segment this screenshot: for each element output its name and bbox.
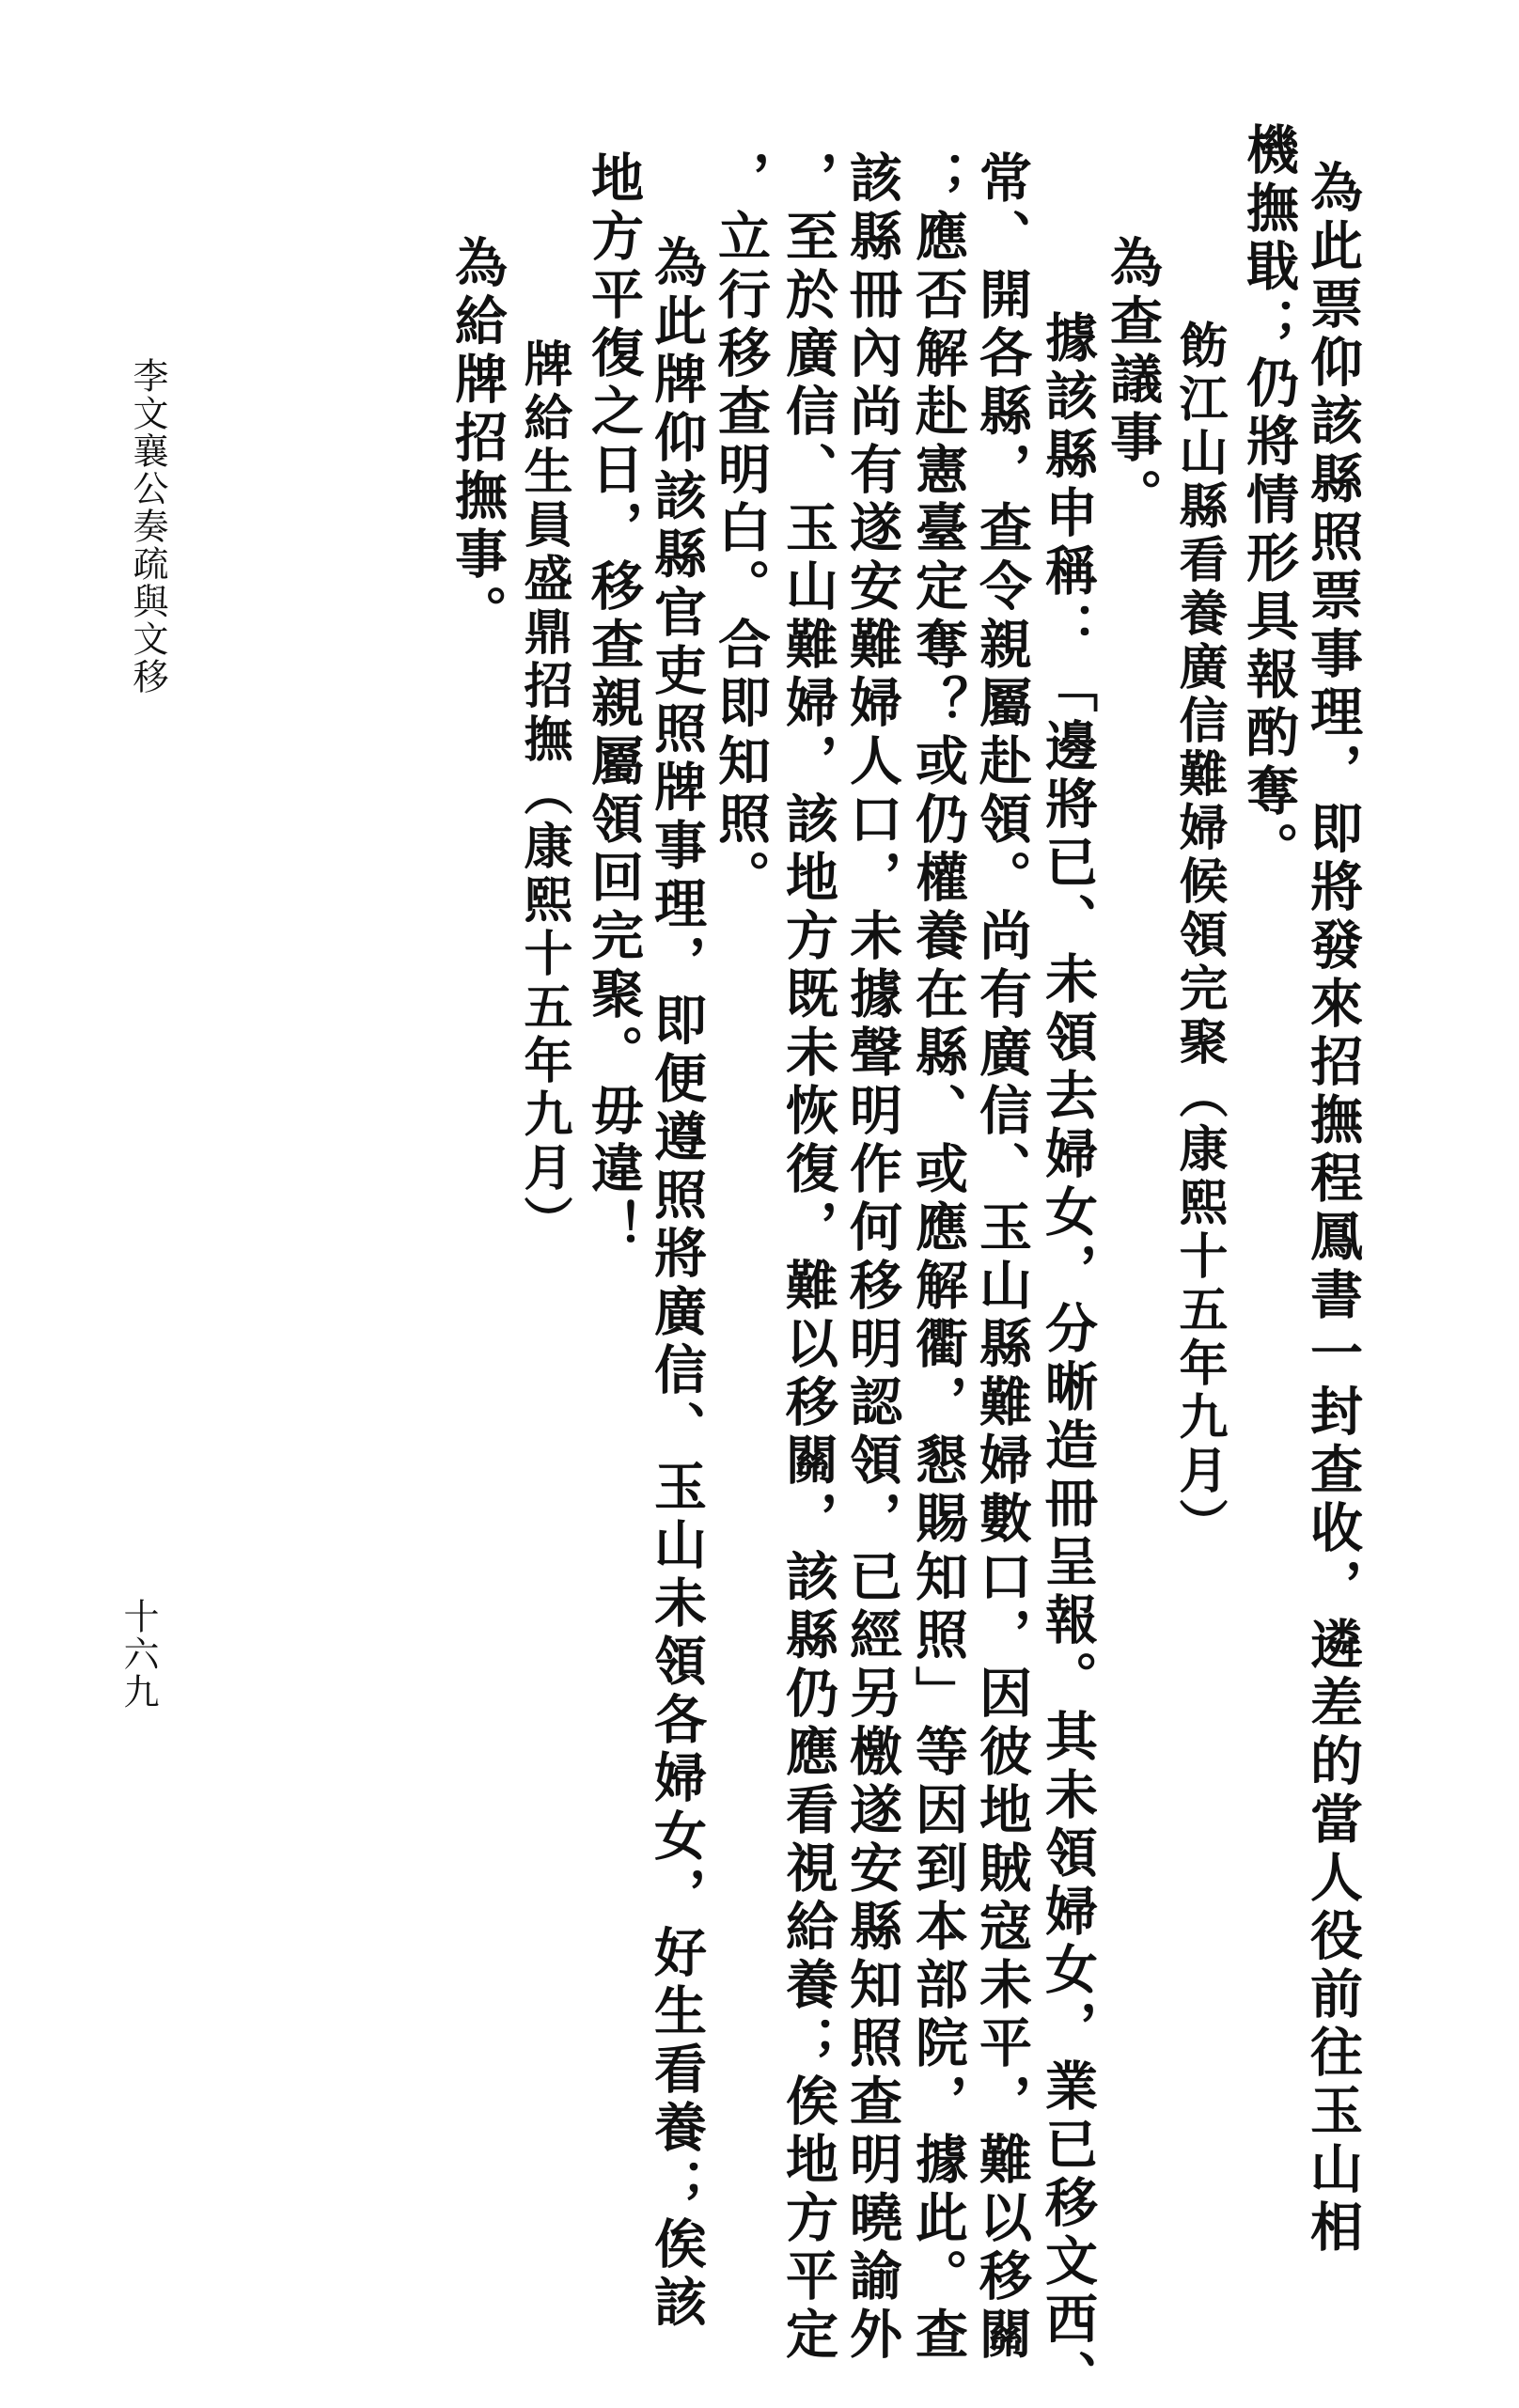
column-14: 為給牌招撫事。: [446, 235, 509, 643]
page-number: 十六九: [117, 1598, 159, 1711]
column-5: 據該縣申稱：「邊將已、未領去婦女，分晰造冊呈報。其未領婦女，業已移文西、: [1037, 310, 1099, 2408]
column-6: 常、開各縣，查令親屬赴領。尚有廣信、玉山縣難婦數口，因彼地賊寇未平，難以移關: [971, 150, 1033, 2365]
column-1: 為此票仰該縣照票事理，即將發來招撫程鳳書一封查收，遴差的當人役前往玉山相: [1302, 160, 1364, 2258]
column-12: 地方平復之日，移查親屬領回完聚。毋違！: [583, 150, 645, 1258]
column-4: 為查議事。: [1102, 235, 1164, 526]
column-7: ；應否解赴憲臺定奪？或仍權養在縣、或應解衢，懇賜知照」等因到本部院，據此。查: [907, 150, 969, 2365]
column-8: 該縣冊內尚有遂安難婦人口，未據聲明作何移明認領，已經另檄遂安縣知照查明曉諭外: [841, 150, 903, 2365]
column-9: ，至於廣信、玉山難婦，該地方既未恢復，難以移關，該縣仍應看視給養；俟地方平定: [777, 150, 839, 2365]
column-11: 為此牌仰該縣官吏照牌事理，即便遵照將廣信、玉山未領各婦女，好生看養；俟該: [646, 235, 708, 2333]
section-title-2: 牌給生員盛鼎招撫（康熙十五年九月）: [515, 338, 572, 1249]
column-10: ，立行移查明白。合即知照。: [710, 150, 772, 908]
section-title-1: 飭江山縣看養廣信難婦候領完聚（康熙十五年九月）: [1170, 320, 1228, 1552]
book-title-footer: 李文襄公奏疏與文移: [127, 357, 168, 696]
column-2: 機撫戢；仍將情形具報酌奪。: [1238, 122, 1300, 880]
